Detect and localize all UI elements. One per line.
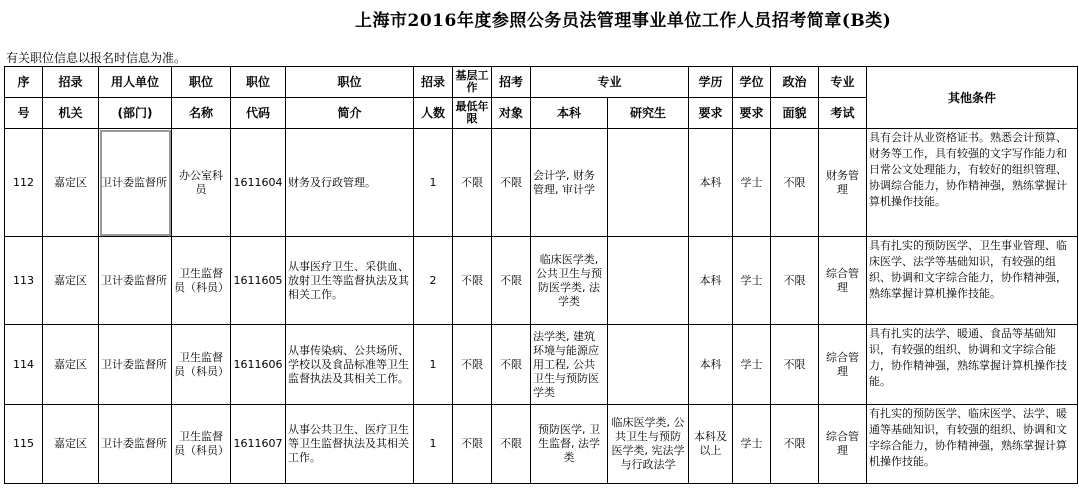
header-cell: 政治	[771, 67, 819, 98]
cell-political[interactable]: 不限	[771, 129, 819, 237]
cell-position-name[interactable]: 办公室科员	[172, 129, 231, 237]
cell-no[interactable]: 113	[5, 237, 43, 325]
cell-agency[interactable]: 嘉定区	[43, 325, 99, 405]
cell-education[interactable]: 本科	[689, 237, 733, 325]
cell-exam[interactable]: 综合管理	[819, 405, 867, 484]
header-cell: 面貌	[771, 98, 819, 129]
header-cell: 招录	[414, 67, 453, 98]
cell-count[interactable]: 1	[414, 129, 453, 237]
header-cell: 号	[5, 98, 43, 129]
cell-exam[interactable]: 综合管理	[819, 237, 867, 325]
cell-other-conditions[interactable]: 有扎实的预防医学、临床医学、法学、暖通等基础知识，有较强的组织、协调和文字综合能力，协作精神强，熟练掌握计算机操作技能。	[867, 405, 1078, 484]
cell-target[interactable]: 不限	[492, 237, 531, 325]
header-cell: 用人单位	[99, 67, 172, 98]
cell-min-years[interactable]: 不限	[453, 325, 492, 405]
cell-min-years[interactable]: 不限	[453, 237, 492, 325]
header-cell: 研究生	[608, 98, 689, 129]
cell-degree[interactable]: 学士	[733, 129, 771, 237]
cell-other-conditions[interactable]: 具有扎实的法学、暖通、食品等基础知识，有较强的组织、协调和文字综合能力，协作精神强，熟练掌握计算机操作技能。	[867, 325, 1078, 405]
header-cell: 要求	[689, 98, 733, 129]
cell-position-name[interactable]: 卫生监督员（科员）	[172, 405, 231, 484]
cell-agency[interactable]: 嘉定区	[43, 129, 99, 237]
cell-degree[interactable]: 学士	[733, 325, 771, 405]
cell-political[interactable]: 不限	[771, 405, 819, 484]
cell-description[interactable]: 财务及行政管理。	[286, 129, 414, 237]
cell-count[interactable]: 1	[414, 405, 453, 484]
cell-unit[interactable]: 卫计委监督所	[99, 237, 172, 325]
header-cell: 学历	[689, 67, 733, 98]
cell-description[interactable]: 从事医疗卫生、采供血、放射卫生等监督执法及其相关工作。	[286, 237, 414, 325]
cell-major-bachelor[interactable]: 会计学, 财务管理, 审计学	[531, 129, 608, 237]
info-note: 有关职位信息以报名时信息为准。	[6, 51, 187, 65]
cell-no[interactable]: 115	[5, 405, 43, 484]
cell-agency[interactable]: 嘉定区	[43, 237, 99, 325]
cell-position-name[interactable]: 卫生监督员（科员）	[172, 325, 231, 405]
header-cell: 其他条件	[867, 67, 1078, 129]
table-row	[5, 405, 1078, 484]
header-cell: 本科	[531, 98, 608, 129]
cell-description[interactable]: 从事公共卫生、医疗卫生等卫生监督执法及其相关工作。	[286, 405, 414, 484]
cell-description[interactable]: 从事传染病、公共场所、学校以及食品标准等卫生监督执法及其相关工作。	[286, 325, 414, 405]
cell-major-bachelor[interactable]: 法学类, 建筑环境与能源应用工程, 公共卫生与预防医学类	[531, 325, 608, 405]
cell-target[interactable]: 不限	[492, 405, 531, 484]
header-cell: 简介	[286, 98, 414, 129]
header-cell: 最低年限	[453, 98, 492, 129]
cell-position-name[interactable]: 卫生监督员（科员）	[172, 237, 231, 325]
cell-target[interactable]: 不限	[492, 325, 531, 405]
cell-min-years[interactable]: 不限	[453, 129, 492, 237]
cell-position-code[interactable]: 1611605	[231, 237, 286, 325]
header-cell: (部门)	[99, 98, 172, 129]
cell-unit[interactable]: 卫计委监督所	[99, 405, 172, 484]
cell-min-years[interactable]: 不限	[453, 405, 492, 484]
cell-exam[interactable]: 综合管理	[819, 325, 867, 405]
cell-major-master[interactable]: 临床医学类, 公共卫生与预防医学类, 宪法学与行政法学	[608, 405, 689, 484]
page-title: 上海市2016年度参照公务员法管理事业单位工作人员招考简章(B类)	[355, 11, 892, 31]
header-cell: 招考	[492, 67, 531, 98]
cell-position-code[interactable]: 1611604	[231, 129, 286, 237]
cell-no[interactable]: 114	[5, 325, 43, 405]
cell-position-code[interactable]: 1611606	[231, 325, 286, 405]
recruitment-table	[4, 66, 1078, 484]
cell-education[interactable]: 本科	[689, 129, 733, 237]
cell-exam[interactable]: 财务管理	[819, 129, 867, 237]
header-cell: 代码	[231, 98, 286, 129]
cell-major-master[interactable]	[608, 237, 689, 325]
header-cell: 基层工作	[453, 67, 492, 98]
cell-position-code[interactable]: 1611607	[231, 405, 286, 484]
cell-major-bachelor[interactable]: 临床医学类, 公共卫生与预防医学类, 法学类	[531, 237, 608, 325]
cell-count[interactable]: 2	[414, 237, 453, 325]
table-row	[5, 325, 1078, 405]
header-cell: 学位	[733, 67, 771, 98]
header-cell: 专业	[819, 67, 867, 98]
header-cell: 序	[5, 67, 43, 98]
header-cell: 名称	[172, 98, 231, 129]
cell-major-master[interactable]	[608, 129, 689, 237]
cell-unit[interactable]: 卫计委监督所	[99, 129, 172, 237]
header-cell: 专业	[531, 67, 689, 98]
cell-target[interactable]: 不限	[492, 129, 531, 237]
header-cell: 人数	[414, 98, 453, 129]
header-cell: 要求	[733, 98, 771, 129]
header-cell: 对象	[492, 98, 531, 129]
cell-major-bachelor[interactable]: 预防医学, 卫生监督, 法学类	[531, 405, 608, 484]
cell-unit[interactable]: 卫计委监督所	[99, 325, 172, 405]
header-cell: 机关	[43, 98, 99, 129]
cell-education[interactable]: 本科	[689, 325, 733, 405]
header-cell: 考试	[819, 98, 867, 129]
table-row	[5, 237, 1078, 325]
cell-political[interactable]: 不限	[771, 325, 819, 405]
cell-degree[interactable]: 学士	[733, 405, 771, 484]
header-cell: 招录	[43, 67, 99, 98]
cell-count[interactable]: 1	[414, 325, 453, 405]
cell-agency[interactable]: 嘉定区	[43, 405, 99, 484]
table-row	[5, 129, 1078, 237]
header-cell: 职位	[172, 67, 231, 98]
cell-political[interactable]: 不限	[771, 237, 819, 325]
cell-major-master[interactable]	[608, 325, 689, 405]
cell-other-conditions[interactable]: 具有会计从业资格证书。熟悉会计预算、财务等工作，具有较强的文字写作能力和日常公文处理能力，有较好的组织管理、协调综合能力，协作精神强，熟练掌握计算机操作技能。	[867, 129, 1078, 237]
header-cell: 职位	[231, 67, 286, 98]
cell-education[interactable]: 本科及以上	[689, 405, 733, 484]
cell-no[interactable]: 112	[5, 129, 43, 237]
cell-other-conditions[interactable]: 具有扎实的预防医学、卫生事业管理、临床医学、法学等基础知识，有较强的组织、协调和文字综合能力，协作精神强，熟练掌握计算机操作技能。	[867, 237, 1078, 325]
header-cell: 职位	[286, 67, 414, 98]
cell-degree[interactable]: 学士	[733, 237, 771, 325]
